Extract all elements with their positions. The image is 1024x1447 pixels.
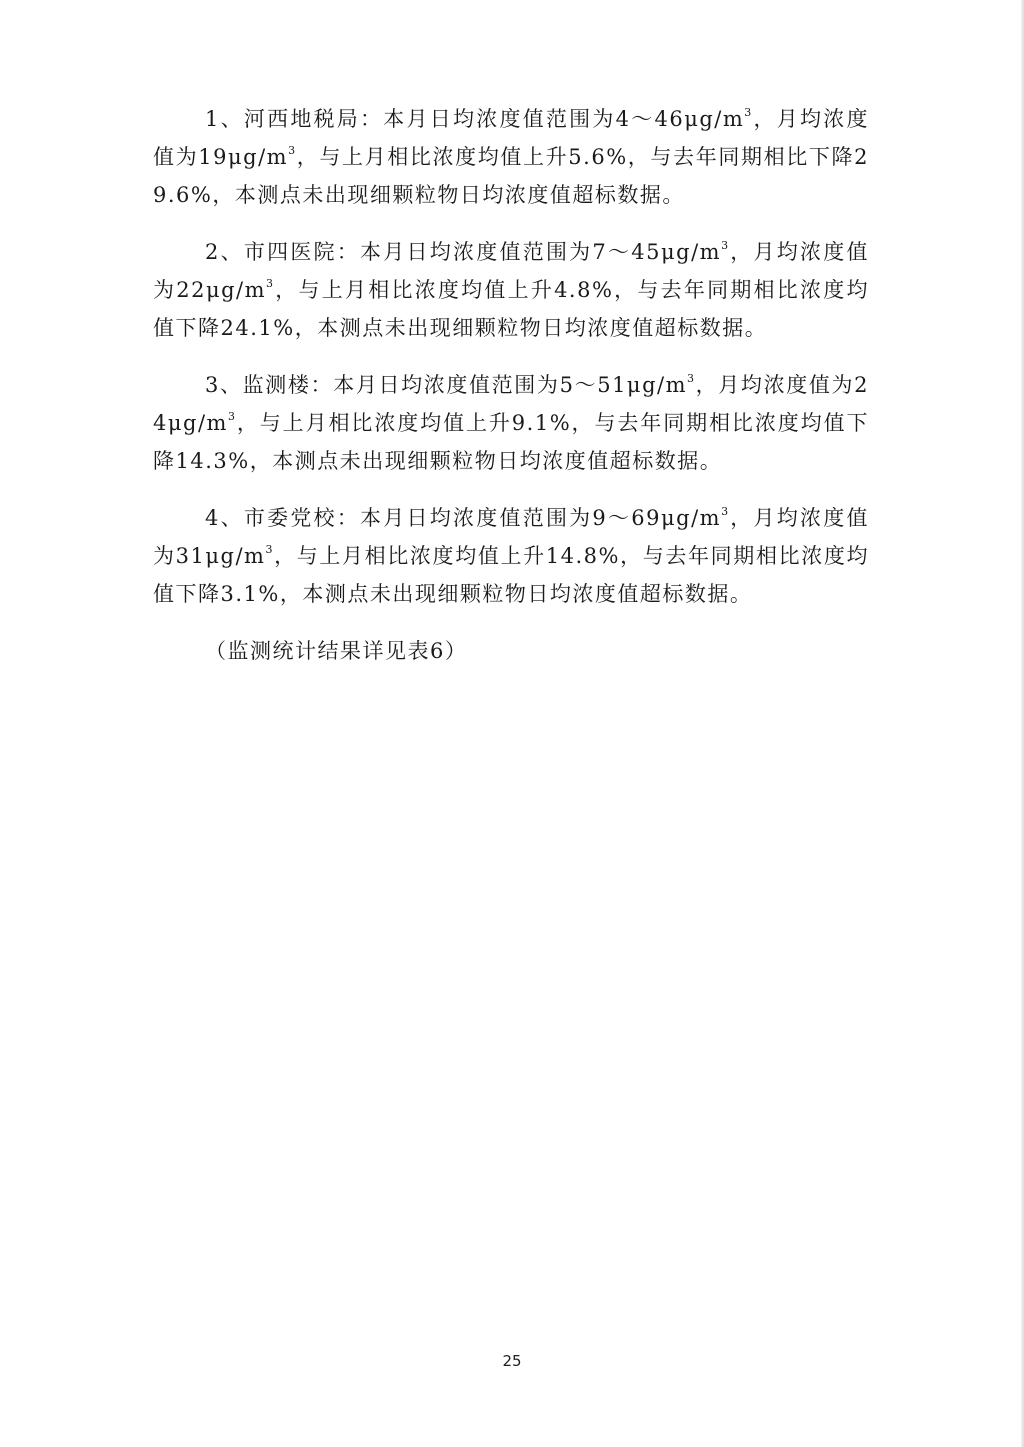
paragraph-monitoring-building: [153, 366, 869, 480]
paragraph-text: 2、市四医院：本月日均浓度值范围为7～45μg/m: [205, 240, 722, 264]
paragraph-text: 1、河西地税局：本月日均浓度值范围为4～46μg/m: [205, 107, 745, 131]
paragraph-text: ，与上月相比浓度均值上升14.8%，与去年同期相比浓度均值下降3.1%，本测点未出现细颗粒物日均浓度值超标数据。: [153, 544, 869, 606]
paragraph-text: 4、市委党校：本月日均浓度值范围为9～69μg/m: [205, 506, 722, 530]
paragraph-text: ，月均浓度值为19μg/m: [153, 107, 869, 169]
superscript: 3: [266, 277, 275, 290]
paragraph-text: ，月均浓度值为22μg/m: [153, 240, 869, 302]
paragraph-text: ，月均浓度值为24μg/m: [153, 373, 869, 435]
superscript: 3: [227, 410, 237, 423]
paragraph-city-fourth-hospital: [153, 233, 869, 347]
page-number: 25: [502, 1352, 522, 1370]
document-body: [153, 100, 869, 670]
superscript: 3: [265, 543, 274, 556]
paragraph-text: ，月均浓度值为31μg/m: [153, 506, 869, 568]
paragraph-text: 3、监测楼：本月日均浓度值范围为5～51μg/m: [205, 373, 688, 397]
paragraph-text: ，与上月相比浓度均值上升9.1%，与去年同期相比浓度均值下降14.3%，本测点未出现细颗粒物日均浓度值超标数据。: [153, 411, 869, 473]
paragraph-hexi-tax-bureau: [153, 100, 869, 214]
superscript: 3: [721, 505, 730, 518]
paragraph-text: ，与上月相比浓度均值上升4.8%，与去年同期相比浓度均值下降24.1%，本测点未出现细颗粒物日均浓度值超标数据。: [153, 278, 869, 340]
table-reference-note: （监测统计结果详见表6）: [205, 639, 468, 663]
superscript: 3: [687, 372, 696, 385]
paragraph-party-school: [153, 499, 869, 613]
superscript: 3: [721, 239, 730, 252]
paragraph-text: ，与上月相比浓度均值上升5.6%，与去年同期相比下降29.6%，本测点未出现细颗粒物日均浓度值超标数据。: [153, 145, 869, 207]
superscript: 3: [744, 106, 753, 119]
superscript: 3: [288, 144, 297, 157]
